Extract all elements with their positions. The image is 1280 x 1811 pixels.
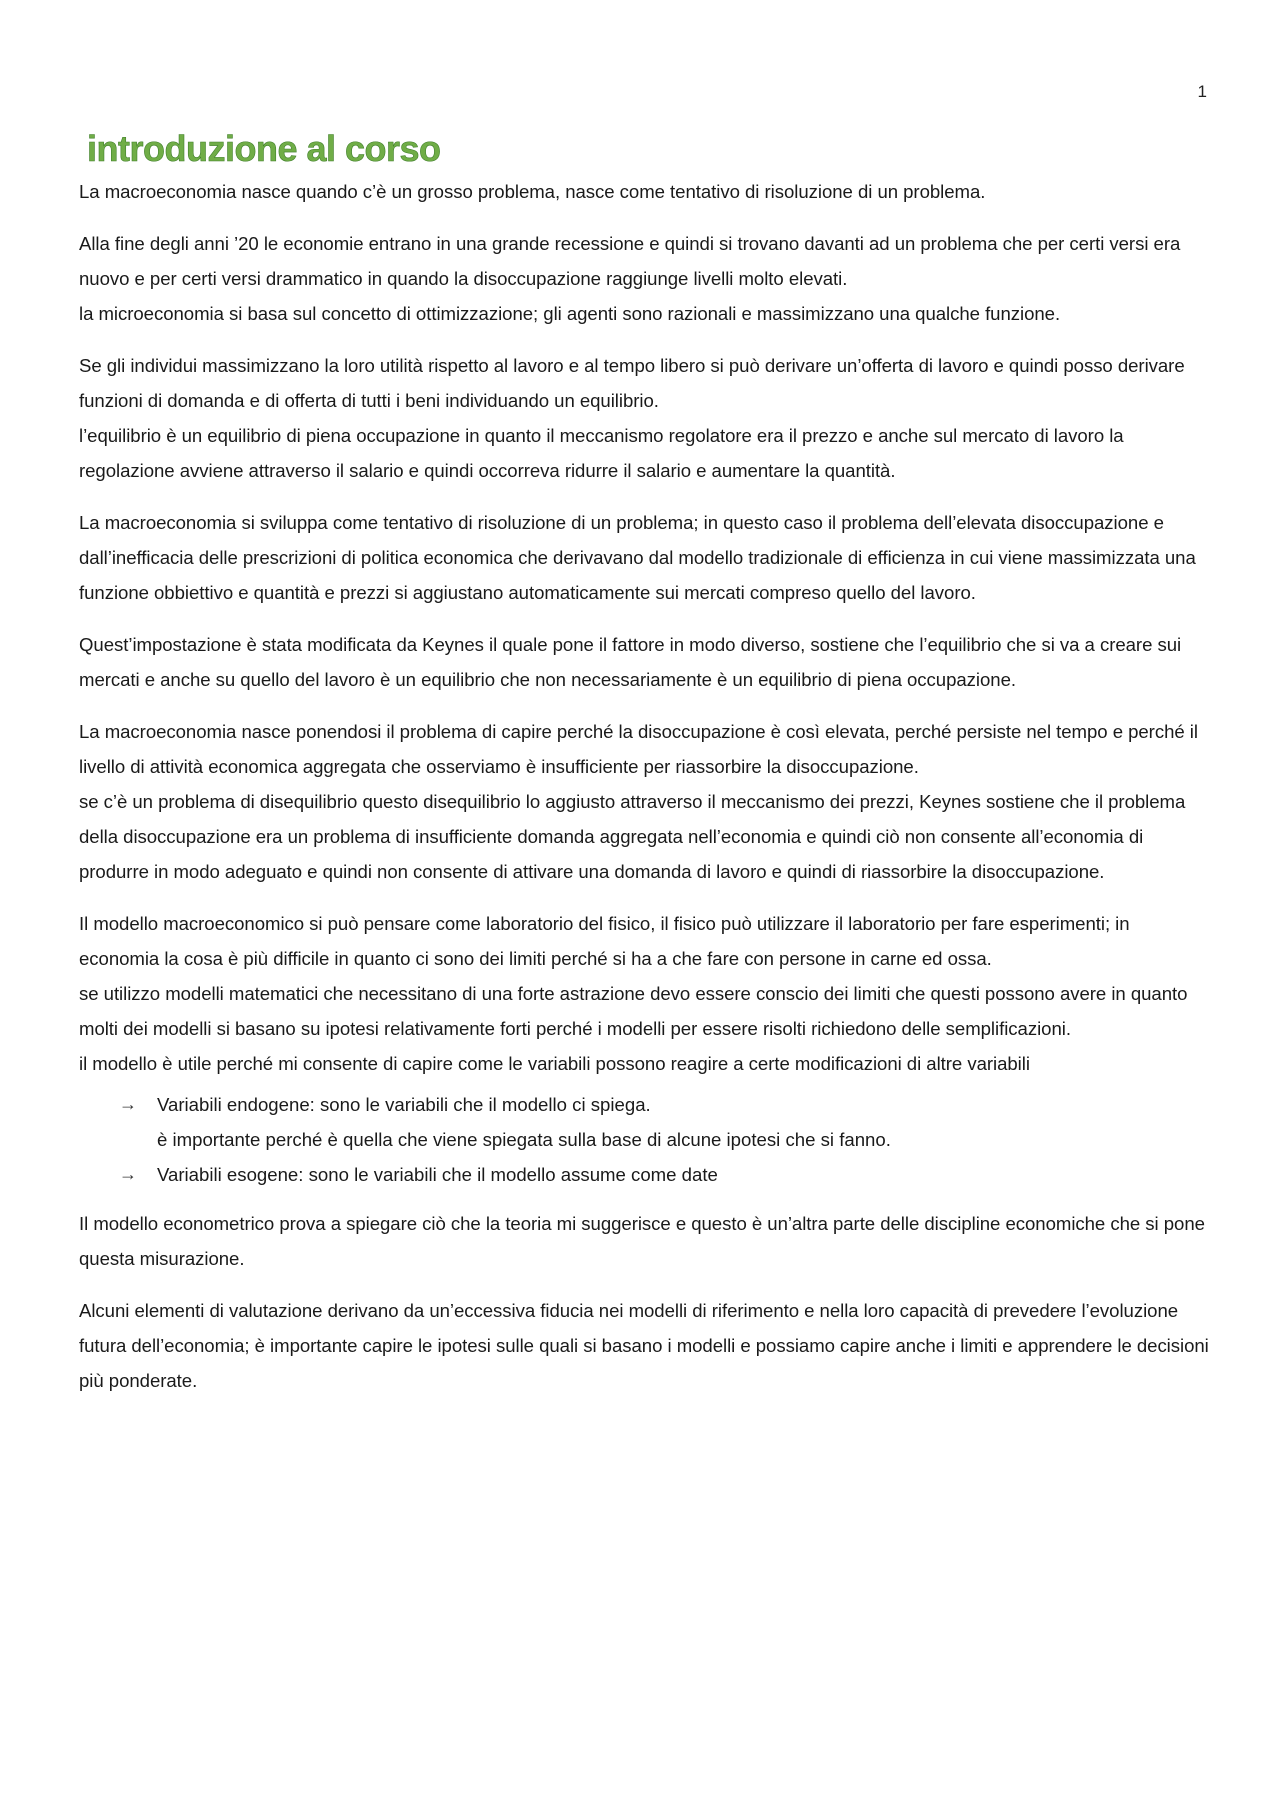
list-item-line: è importante perché è quella che viene spiegata sulla base di alcune ipotesi che si fanno. [157, 1129, 891, 1150]
paragraph [79, 174, 1214, 209]
paragraph-line: l’equilibrio è un equilibrio di piena occupazione in quanto il meccanismo regolatore era il prezzo e anche sul mercato di lavoro la regolazione avviene attraverso il salario e quindi occorreva ridurre il salario e aumentare la quantità. [79, 425, 1124, 481]
paragraph-line: Quest’impostazione è stata modificata da Keynes il quale pone il fattore in modo diverso, sostiene che l’equilibrio che si va a creare sui mercati e anche su quello del lavoro è un equilibrio che non necessariamente è un equilibrio di piena occupazione. [79, 634, 1182, 690]
paragraph [79, 906, 1214, 1081]
paragraph-line: La macroeconomia si sviluppa come tentativo di risoluzione di un problema; in questo caso il problema dell’elevata disoccupazione e dall’inefficacia delle prescrizioni di politica economica che derivavano dal modello tradizionale di efficienza in cui viene massimizzata una funzione obbiettivo e quantità e prezzi si aggiustano automaticamente sui mercati compreso quello del lavoro. [79, 512, 1196, 603]
paragraph [79, 226, 1214, 331]
paragraph-line: Alla fine degli anni ’20 le economie entrano in una grande recessione e quindi si trovano davanti ad un problema che per certi versi era nuovo e per certi versi drammatico in quando la disoccupazione raggiunge livelli molto elevati. [79, 233, 1181, 289]
paragraph-line: La macroeconomia nasce ponendosi il problema di capire perché la disoccupazione è così elevata, perché persiste nel tempo e perché il livello di attività economica aggregata che osserviamo è insufficiente per riassorbire la disoccupazione. [79, 721, 1198, 777]
paragraph-line: Se gli individui massimizzano la loro utilità rispetto al lavoro e al tempo libero si può derivare un’offerta di lavoro e quindi posso derivare funzioni di domanda e di offerta di tutti i beni individuando un equilibrio. [79, 355, 1185, 411]
document-body [79, 128, 1214, 1415]
list-item [119, 1087, 1214, 1157]
arrow-right-icon: → [119, 1164, 137, 1184]
paragraph [79, 714, 1214, 889]
list-item [119, 1157, 1214, 1192]
paragraph [79, 348, 1214, 488]
page-title: introduzione al corso [87, 128, 441, 169]
paragraph-line: se c’è un problema di disequilibrio questo disequilibrio lo aggiusto attraverso il meccanismo dei prezzi, Keynes sostiene che il problema della disoccupazione era un problema di insufficiente domanda aggregata nell’economia e quindi ciò non consente all’economia di produrre in modo adeguato e quindi non consente di attivare una domanda di lavoro e quindi di riassorbire la disoccupazione. [79, 791, 1186, 882]
paragraph [79, 1206, 1214, 1276]
paragraph [79, 1293, 1214, 1398]
paragraph [79, 627, 1214, 697]
list-item-line: Variabili endogene: sono le variabili che il modello ci spiega. [157, 1094, 651, 1115]
paragraph-line: se utilizzo modelli matematici che necessitano di una forte astrazione devo essere conscio dei limiti che questi possono avere in quanto molti dei modelli si basano su ipotesi relativamente forti perché i modelli per essere risolti richiedono delle semplificazioni. [79, 983, 1188, 1039]
paragraph-line: La macroeconomia nasce quando c’è un grosso problema, nasce come tentativo di risoluzione di un problema. [79, 181, 986, 202]
paragraph-line: Il modello econometrico prova a spiegare ciò che la teoria mi suggerisce e questo è un’altra parte delle discipline economiche che si pone questa misurazione. [79, 1213, 1205, 1269]
paragraph-line: il modello è utile perché mi consente di capire come le variabili possono reagire a certe modificazioni di altre variabili [79, 1053, 1030, 1074]
list-item-line: Variabili esogene: sono le variabili che il modello assume come date [157, 1164, 718, 1185]
variables-list [79, 1087, 1214, 1192]
arrow-right-icon: → [119, 1094, 137, 1114]
paragraph [79, 505, 1214, 610]
paragraph-line: Alcuni elementi di valutazione derivano da un’eccessiva fiducia nei modelli di riferimento e nella loro capacità di prevedere l’evoluzione futura dell’economia; è importante capire le ipotesi sulle quali si basano i modelli e possiamo capire anche i limiti e apprendere le decisioni più ponderate. [79, 1300, 1209, 1391]
paragraph-line: la microeconomia si basa sul concetto di ottimizzazione; gli agenti sono razionali e massimizzano una qualche funzione. [79, 303, 1061, 324]
paragraph-line: Il modello macroeconomico si può pensare come laboratorio del fisico, il fisico può utilizzare il laboratorio per fare esperimenti; in economia la cosa è più difficile in quanto ci sono dei limiti perché si ha a che fare con persone in carne ed ossa. [79, 913, 1130, 969]
page-number: 1 [1197, 82, 1207, 101]
